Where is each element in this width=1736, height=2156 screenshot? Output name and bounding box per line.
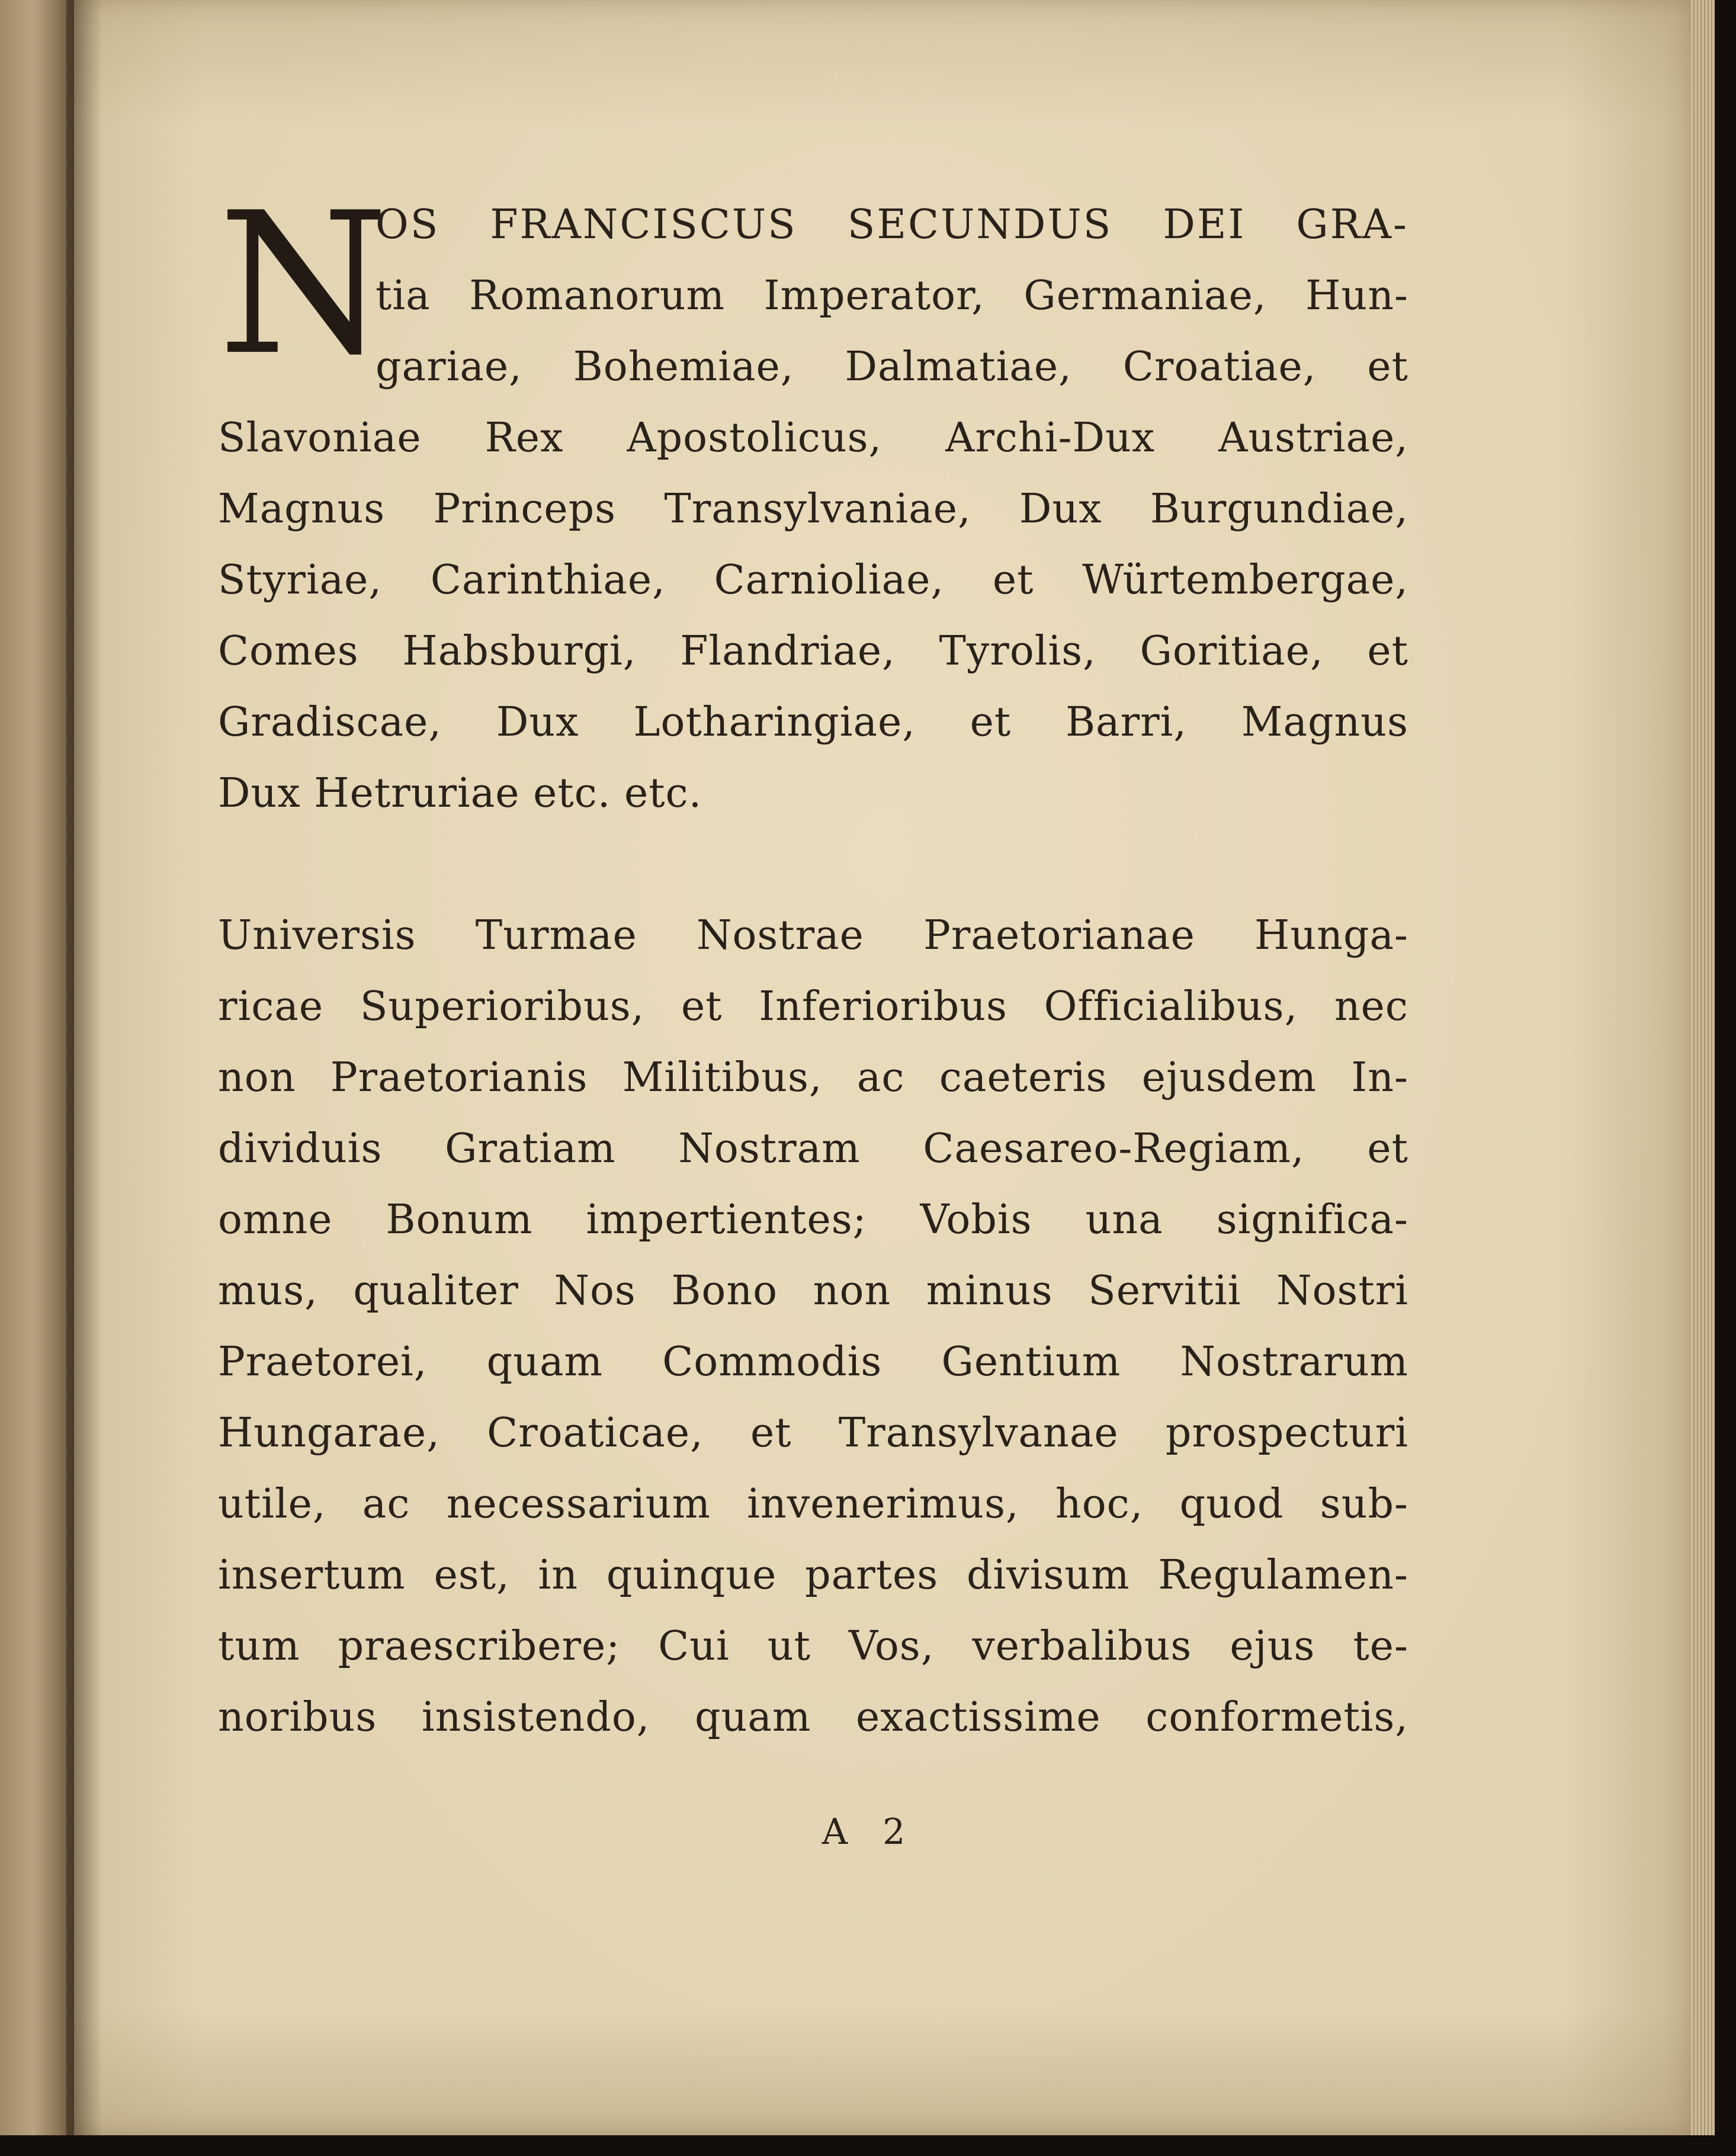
text-line: utile, ac necessarium invenerimus, hoc, quod sub- xyxy=(218,1481,1408,1528)
bottom-border xyxy=(0,2135,1736,2156)
text-line: gariae, Bohemiae, Dalmatiae, Croatiae, et xyxy=(376,344,1408,390)
text-line: Slavoniae Rex Apostolicus, Archi-Dux Austriae, xyxy=(218,415,1408,461)
text-line: tum praescribere; Cui ut Vos, verbalibus ejus te- xyxy=(218,1623,1408,1670)
page-stack-edge xyxy=(1691,0,1715,2135)
text-line: Dux Hetruriae etc. etc. xyxy=(218,770,702,817)
signature-mark: A 2 xyxy=(822,1811,917,1853)
main-paragraph xyxy=(218,900,1408,1753)
text-line: Comes Habsburgi, Flandriae, Tyrolis, Goritiae, et xyxy=(218,628,1408,675)
gutter-shadow xyxy=(66,0,102,2156)
text-line: Styriae, Carinthiae, Carnioliae, et Würtembergae, xyxy=(218,557,1408,604)
text-line: Magnus Princeps Transylvaniae, Dux Burgundiae, xyxy=(218,486,1408,532)
text-line: mus, qualiter Nos Bono non minus Servitii Nostri xyxy=(218,1268,1408,1314)
text-line: OS FRANCISCUS SECUNDUS DEI GRA- xyxy=(376,201,1408,248)
text-line: ricae Superioribus, et Inferioribus Officialibus, nec xyxy=(218,983,1408,1030)
text-line: noribus insistendo, quam exactissime conformetis, xyxy=(218,1694,1408,1741)
text-line: tia Romanorum Imperator, Germaniae, Hun- xyxy=(376,272,1408,319)
opening-paragraph xyxy=(218,171,1408,829)
text-line: non Praetorianis Militibus, ac caeteris ejusdem In- xyxy=(218,1054,1408,1101)
text-line: Praetorei, quam Commodis Gentium Nostrarum xyxy=(218,1339,1408,1385)
document-body xyxy=(218,171,1408,1753)
text-line: insertum est, in quinque partes divisum Regulamen- xyxy=(218,1552,1408,1599)
text-line: dividuis Gratiam Nostram Caesareo-Regiam, et xyxy=(218,1125,1408,1172)
text-line: Hungarae, Croaticae, et Transylvanae prospecturi xyxy=(218,1410,1408,1456)
text-line: Universis Turmae Nostrae Praetorianae Hunga- xyxy=(218,912,1408,959)
drop-cap: N xyxy=(218,171,390,398)
text-line: omne Bonum impertientes; Vobis una significa- xyxy=(218,1196,1408,1243)
text-line: Gradiscae, Dux Lotharingiae, et Barri, Magnus xyxy=(218,699,1408,746)
left-page-edge xyxy=(0,0,74,2156)
